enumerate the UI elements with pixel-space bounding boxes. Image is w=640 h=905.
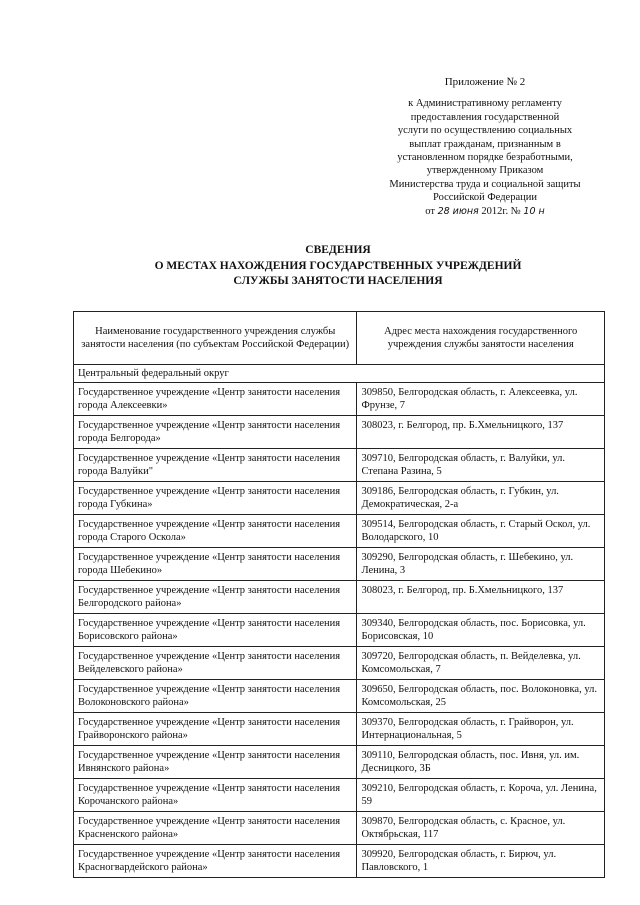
institution-name: Государственное учреждение «Центр занятости населения города Белгорода»: [74, 416, 357, 449]
institution-address: 309920, Белгородская область, г. Бирюч, ул. Павловского, 1: [357, 845, 605, 878]
order-line: [380, 205, 590, 218]
institution-name: Государственное учреждение «Центр занятости населения Волоконовского района»: [74, 680, 357, 713]
institution-address: 308023, г. Белгород, пр. Б.Хмельницкого, 137: [357, 416, 605, 449]
institution-address: 309290, Белгородская область, г. Шебекино, ул. Ленина, 3: [357, 548, 605, 581]
institution-name: Государственное учреждение «Центр занятости населения Белгородского района»: [74, 581, 357, 614]
table-row: [74, 482, 605, 515]
table-row: [74, 383, 605, 416]
institution-name: Государственное учреждение «Центр занятости населения Ивнянского района»: [74, 746, 357, 779]
order-number-handwritten: 10 н: [523, 205, 545, 217]
table-header-row: [74, 312, 605, 365]
district-row: [74, 365, 605, 383]
institution-address: 309850, Белгородская область, г. Алексеевка, ул. Фрунзе, 7: [357, 383, 605, 416]
institution-address: 309340, Белгородская область, пос. Борисовка, ул. Борисовская, 10: [357, 614, 605, 647]
district-name: Центральный федеральный округ: [74, 365, 605, 383]
institutions-table: [73, 311, 605, 878]
institution-name: Государственное учреждение «Центр занятости населения города Старого Оскола»: [74, 515, 357, 548]
title-line: СВЕДЕНИЯ: [305, 244, 371, 256]
institution-name: Государственное учреждение «Центр занятости населения Вейделевского района»: [74, 647, 357, 680]
institution-name: Государственное учреждение «Центр занятости населения Красненского района»: [74, 812, 357, 845]
institution-address: 309870, Белгородская область, с. Красное, ул. Октябрьская, 117: [357, 812, 605, 845]
table-row: [74, 713, 605, 746]
institution-address: 309186, Белгородская область, г. Губкин, ул. Демократическая, 2-а: [357, 482, 605, 515]
institution-name: Государственное учреждение «Центр занятости населения города Алексеевки»: [74, 383, 357, 416]
table-row: [74, 746, 605, 779]
appendix-line: утвержденному Приказом: [426, 165, 544, 177]
appendix-line: установленном порядке безработными,: [397, 152, 573, 164]
institution-name: Государственное учреждение «Центр занятости населения города Губкина»: [74, 482, 357, 515]
header-address: Адрес места нахождения государственного учреждения службы занятости населения: [357, 312, 605, 365]
title-line: О МЕСТАХ НАХОЖДЕНИЯ ГОСУДАРСТВЕННЫХ УЧРЕЖДЕНИЙ: [154, 259, 522, 272]
appendix-header: [380, 76, 590, 218]
institution-name: Государственное учреждение «Центр занятости населения Борисовского района»: [74, 614, 357, 647]
appendix-line: к Административному регламенту: [408, 98, 562, 110]
appendix-line: Министерства труда и социальной защиты: [389, 178, 581, 190]
institution-name: Государственное учреждение «Центр занятости населения города Валуйки": [74, 449, 357, 482]
document-title: [90, 243, 586, 290]
table-row: [74, 614, 605, 647]
appendix-line: выплат гражданам, признанным в: [409, 138, 561, 150]
institution-address: 308023, г. Белгород, пр. Б.Хмельницкого, 137: [357, 581, 605, 614]
institution-address: 309514, Белгородская область, г. Старый Оскол, ул. Володарского, 10: [357, 515, 605, 548]
institution-address: 309720, Белгородская область, п. Вейделевка, ул. Комсомольская, 7: [357, 647, 605, 680]
institution-address: 309710, Белгородская область, г. Валуйки, ул. Степана Разина, 5: [357, 449, 605, 482]
institution-address: 309650, Белгородская область, пос. Волоконовка, ул. Комсомольская, 25: [357, 680, 605, 713]
institution-name: Государственное учреждение «Центр занятости населения Корочанского района»: [74, 779, 357, 812]
institution-address: 309110, Белгородская область, пос. Ивня, ул. им. Десницкого, 3Б: [357, 746, 605, 779]
appendix-number: Приложение № 2: [444, 76, 526, 88]
table-row: [74, 680, 605, 713]
appendix-line: предоставления государственной: [410, 111, 560, 123]
institution-name: Государственное учреждение «Центр занятости населения города Шебекино»: [74, 548, 357, 581]
institution-address: 309370, Белгородская область, г. Грайворон, ул. Интернациональная, 5: [357, 713, 605, 746]
order-year: 2012г. №: [481, 205, 521, 217]
table-row: [74, 416, 605, 449]
table-row: [74, 647, 605, 680]
order-date-handwritten: 28 июня: [437, 205, 479, 217]
table-row: [74, 812, 605, 845]
table-row: [74, 515, 605, 548]
order-prefix: от: [425, 205, 435, 217]
institution-name: Государственное учреждение «Центр занятости населения Грайворонского района»: [74, 713, 357, 746]
table-row: [74, 581, 605, 614]
table-row: [74, 779, 605, 812]
table-row: [74, 845, 605, 878]
header-name: Наименование государственного учреждения службы занятости населения (по субъектам Российской Федерации): [74, 312, 357, 365]
institution-address: 309210, Белгородская область, г. Короча, ул. Ленина, 59: [357, 779, 605, 812]
institution-name: Государственное учреждение «Центр занятости населения Красногвардейского района»: [74, 845, 357, 878]
appendix-line: Российской Федерации: [433, 192, 537, 204]
table-row: [74, 449, 605, 482]
appendix-line: услуги по осуществлению социальных: [397, 125, 573, 137]
title-line: СЛУЖБЫ ЗАНЯТОСТИ НАСЕЛЕНИЯ: [233, 275, 443, 287]
table-row: [74, 548, 605, 581]
